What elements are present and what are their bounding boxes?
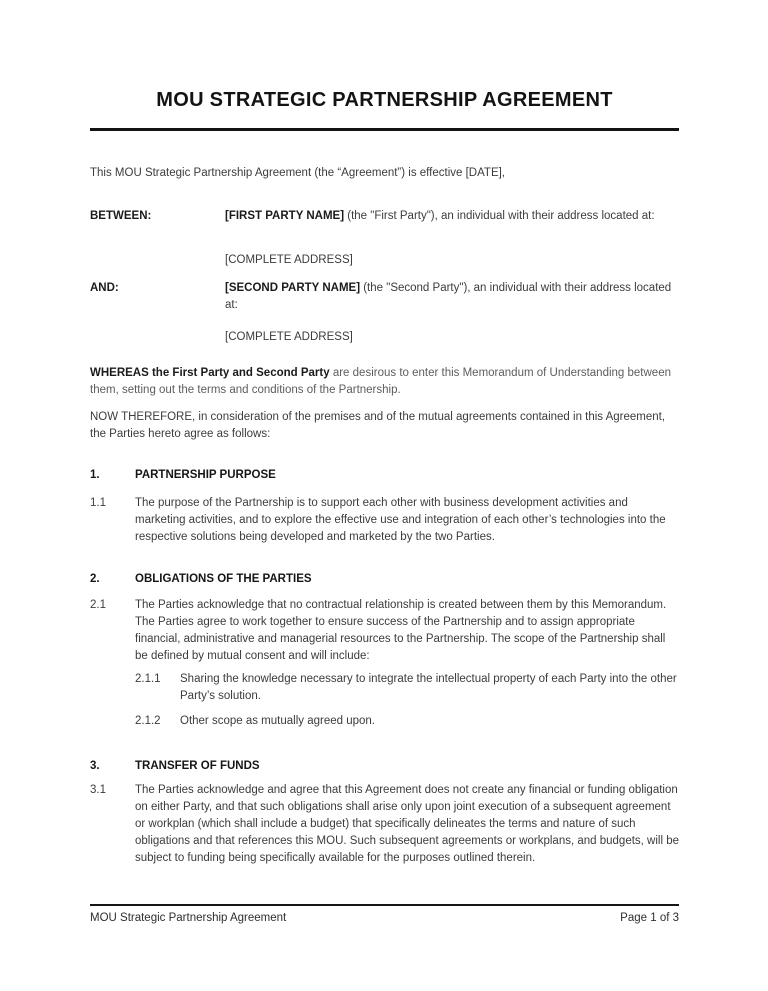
clause-2-1	[90, 597, 679, 665]
subclause-2-1-2-text: Other scope as mutually agreed upon.	[180, 715, 375, 727]
section-2-heading-row	[90, 571, 679, 588]
section-3-heading-row	[90, 758, 679, 775]
section-3-heading: TRANSFER OF FUNDS	[135, 760, 260, 772]
clause-1-1-number: 1.1	[90, 497, 106, 509]
intro-paragraph: This MOU Strategic Partnership Agreement (the “Agreement”) is effective [DATE],	[90, 167, 506, 179]
first-party-name: [FIRST PARTY NAME]	[225, 210, 345, 222]
whereas-paragraph	[90, 365, 679, 399]
and-label: AND:	[90, 282, 119, 294]
clause-2-1-number: 2.1	[90, 599, 106, 611]
clause-2-1-text: The Parties acknowledge that no contractual relationship is created between them by this Memorandum. The Parties agree to work together to ensure success of the Partnership and to assign appropriate financial, administrative and managerial resources to the Partnership. The scope of the Partnership shall be defined by mutual consent and will include:	[135, 599, 667, 662]
page-footer	[90, 910, 679, 927]
party-row-between	[90, 208, 679, 225]
section-2-heading: OBLIGATIONS OF THE PARTIES	[135, 573, 312, 585]
whereas-rest-text: are desirous to enter this Memorandum of Understanding between them, setting out the terms and conditions of the Partnership.	[90, 367, 671, 396]
title-divider	[90, 128, 679, 131]
clause-3-1-number: 3.1	[90, 784, 106, 796]
second-party-text	[225, 280, 679, 314]
subclause-2-1-2	[135, 713, 679, 730]
subclause-2-1-1	[135, 671, 679, 705]
document-title: MOU STRATEGIC PARTNERSHIP AGREEMENT	[156, 89, 613, 111]
second-party-name: [SECOND PARTY NAME]	[225, 282, 361, 294]
clause-1-1-text: The purpose of the Partnership is to support each other with business development activities and marketing activities, and to explore the effective use and integration of each other’s technologies into the respective solutions being developed and marketed by the two Parties.	[135, 497, 666, 543]
section-1-heading: PARTNERSHIP PURPOSE	[135, 469, 276, 481]
subclause-2-1-1-text: Sharing the knowledge necessary to integrate the intellectual property of each Party into the other Party’s solution.	[180, 673, 677, 702]
between-label: BETWEEN:	[90, 210, 152, 222]
footer-page-number: Page 1 of 3	[620, 912, 679, 924]
clause-3-1	[90, 782, 679, 867]
whereas-bold-text: WHEREAS the First Party and Second Party	[90, 367, 330, 379]
now-therefore-paragraph: NOW THEREFORE, in consideration of the premises and of the mutual agreements contained in this Agreement, the Parties hereto agree as follows:	[90, 411, 666, 440]
footer-divider	[90, 904, 679, 906]
first-party-text	[225, 208, 679, 225]
section-1-number: 1.	[90, 469, 100, 481]
section-1-heading-row	[90, 467, 679, 484]
clause-3-1-text: The Parties acknowledge and agree that this Agreement does not create any financial or funding obligation on either Party, and that such obligations shall arise only upon joint execution of a subsequent agreement or workplan (which shall include a budget) that specifically delineates the terms and nature of such obligations and that references this MOU. Such subsequent agreements or workplans, and budgets, will be subject to funding being specifically available for the purposes outlined therein.	[135, 784, 680, 864]
party-row-and	[90, 280, 679, 314]
footer-doc-title: MOU Strategic Partnership Agreement	[90, 912, 287, 924]
clause-1-1	[90, 495, 679, 546]
subclause-2-1-1-number: 2.1.1	[135, 673, 161, 685]
first-party-description: (the "First Party"), an individual with their address located at:	[344, 210, 655, 222]
second-party-address: [COMPLETE ADDRESS]	[225, 331, 353, 343]
second-party-description: (the "Second Party"), an individual with their address located at:	[225, 282, 672, 311]
section-2-number: 2.	[90, 573, 100, 585]
section-3-number: 3.	[90, 760, 100, 772]
first-party-address: [COMPLETE ADDRESS]	[225, 254, 353, 266]
subclause-2-1-2-number: 2.1.2	[135, 715, 161, 727]
